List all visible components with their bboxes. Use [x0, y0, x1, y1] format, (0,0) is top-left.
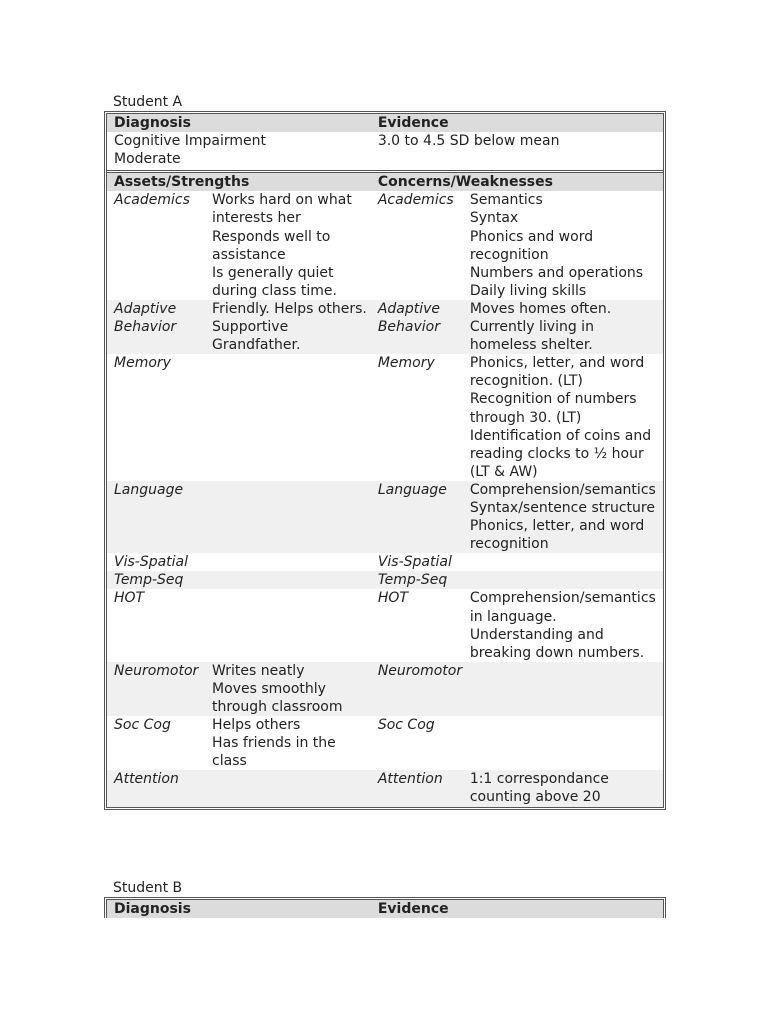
row-adaptive-behavior	[107, 300, 663, 354]
evidence-header: Evidence	[371, 900, 663, 918]
strength-text	[205, 553, 371, 571]
concern-label: Adaptive Behavior	[371, 300, 463, 354]
row-hot	[107, 589, 663, 661]
concern-text: Phonics, letter, and word recognition. (LT) Recognition of numbers through 30. (LT) Identification of coins and reading clocks to ½ hour (LT & AW)	[469, 355, 652, 480]
strength-label: Attention	[107, 770, 205, 806]
row-soc-cog	[107, 716, 663, 770]
concern-text	[463, 571, 663, 589]
concern-label: Language	[371, 481, 463, 553]
strength-text: Friendly. Helps others. Supportive Grandfather.	[205, 300, 371, 354]
strength-label: Vis-Spatial	[114, 554, 189, 571]
concern-label: Neuromotor	[371, 662, 463, 716]
concern-text: Comprehension/semantics Syntax/sentence structure Phonics, letter, and word recognition	[463, 481, 663, 553]
strength-label: HOT	[114, 590, 145, 607]
strength-label: Neuromotor	[107, 662, 205, 716]
strength-label: Soc Cog	[114, 717, 171, 734]
row-temp-seq	[107, 571, 663, 589]
concern-text	[463, 553, 663, 571]
concern-text: Comprehension/semantics in language. Understanding and breaking down numbers.	[469, 590, 656, 661]
strength-text	[205, 770, 371, 806]
row-vis-spatial	[107, 553, 663, 571]
diagnosis-header: Diagnosis	[107, 900, 371, 918]
row-attention	[107, 770, 663, 806]
evidence-header: Evidence	[371, 114, 663, 132]
strength-text: Works hard on what interests her Responds well to assistance Is generally quiet during class time.	[212, 192, 352, 299]
strength-label: Adaptive Behavior	[107, 300, 205, 354]
concern-text: Moves homes often. Currently living in homeless shelter.	[463, 300, 663, 354]
student-b-table	[104, 897, 666, 918]
row-academics	[107, 191, 663, 300]
student-a-table	[104, 111, 666, 810]
concern-label: Attention	[371, 770, 463, 806]
concern-text	[463, 662, 663, 716]
concern-label: Memory	[377, 355, 435, 372]
strength-label: Academics	[114, 192, 190, 209]
student-b-caption: Student B	[113, 880, 183, 896]
concern-label: Vis-Spatial	[377, 554, 452, 571]
concern-text	[463, 716, 663, 770]
strength-text: Helps others Has friends in the class	[212, 717, 336, 770]
concern-text: Semantics Syntax Phonics and word recognition Numbers and operations Daily living skills	[469, 192, 644, 299]
strength-label: Temp-Seq	[107, 571, 205, 589]
diagnosis-value: Cognitive Impairment Moderate	[114, 133, 266, 168]
concern-label: Temp-Seq	[371, 571, 463, 589]
strength-text	[205, 571, 371, 589]
diagnosis-header: Diagnosis	[107, 114, 371, 132]
row-memory	[107, 354, 663, 481]
concern-label: Academics	[377, 192, 454, 209]
concern-label: HOT	[377, 590, 408, 607]
strength-text	[205, 481, 371, 553]
concern-label: Soc Cog	[377, 717, 435, 734]
strength-text	[205, 354, 371, 481]
concerns-header: Concerns/Weaknesses	[371, 172, 663, 192]
assets-header: Assets/Strengths	[107, 172, 371, 192]
strength-label: Memory	[114, 355, 171, 372]
concern-text: 1:1 correspondance counting above 20	[463, 770, 663, 806]
row-neuromotor	[107, 662, 663, 716]
evidence-value: 3.0 to 4.5 SD below mean	[377, 133, 560, 150]
strength-label: Language	[107, 481, 205, 553]
row-language	[107, 481, 663, 553]
strength-text	[205, 589, 371, 661]
strength-text: Writes neatly Moves smoothly through classroom	[205, 662, 371, 716]
student-a-caption: Student A	[113, 94, 183, 110]
